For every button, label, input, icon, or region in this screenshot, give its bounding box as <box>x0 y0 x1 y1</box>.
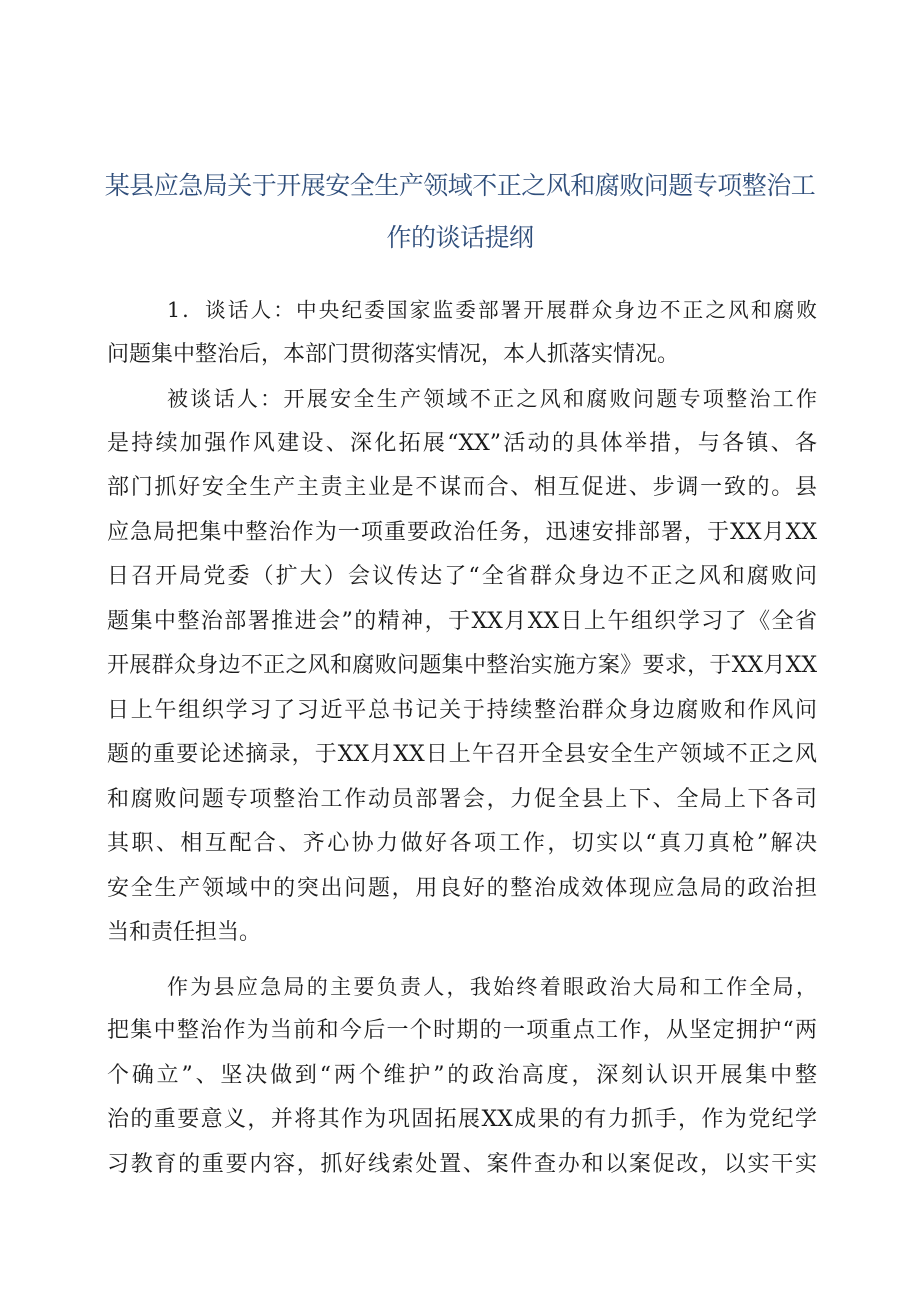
paragraph-line: 其职、相互配合、齐心协力做好各项工作，切实以“真刀真枪”解决 <box>107 831 817 856</box>
paragraph-line: 安全生产领域中的突出问题，用良好的整治成效体现应急局的政治担 <box>107 875 817 901</box>
paragraph-line: 题的重要论述摘录，于XX月XX日上午召开全县安全生产领域不正之风 <box>107 742 817 767</box>
paragraph-line: 日召开局党委（扩大）会议传达了“全省群众身边不正之风和腐败问 <box>107 564 817 589</box>
paragraph-line: 和腐败问题专项整治工作动员部署会，力促全县上下、全局上下各司 <box>107 786 817 812</box>
paragraph-leader <box>107 965 817 1188</box>
document-title <box>100 160 820 264</box>
paragraph-line: 习教育的重要内容，抓好线索处置、案件查办和以案促改，以实干实 <box>107 1151 817 1177</box>
paragraph-line: 被谈话人：开展安全生产领域不正之风和腐败问题专项整治工作 <box>167 386 817 411</box>
paragraph-line: 应急局把集中整治作为一项重要政治任务，迅速安排部署，于XX月XX <box>107 519 817 545</box>
title-line: 作的谈话提纲 <box>386 223 534 252</box>
paragraph-line: 把集中整治作为当前和今后一个时期的一项重点工作，从坚定拥护“两 <box>107 1018 817 1043</box>
paragraph-line: 作为县应急局的主要负责人，我始终着眼政治大局和工作全局， <box>167 973 817 999</box>
paragraph-spacer <box>107 956 817 965</box>
paragraph-line: 部门抓好安全生产主责主业是不谋而合、相互促进、步调一致的。县 <box>107 475 817 500</box>
document-body <box>107 288 817 1187</box>
paragraph-line: 1．谈话人：中央纪委国家监委部署开展群众身边不正之风和腐败 <box>167 298 817 322</box>
paragraph-talker <box>107 288 817 377</box>
title-line: 某县应急局关于开展安全生产领域不正之风和腐败问题专项整治工 <box>104 171 816 200</box>
paragraph-line: 是持续加强作风建设、深化拓展“XX”活动的具体举措，与各镇、各 <box>107 430 817 456</box>
paragraph-line: 日上午组织学习了习近平总书记关于持续整治群众身边腐败和作风问 <box>107 697 817 723</box>
paragraph-line: 治的重要意义，并将其作为巩固拓展XX成果的有力抓手，作为党纪学 <box>107 1107 817 1132</box>
paragraph-line: 开展群众身边不正之风和腐败问题集中整治实施方案》要求，于XX月XX <box>107 653 817 678</box>
paragraph-line: 当和责任担当。 <box>107 920 262 945</box>
paragraph-line: 问题集中整治后，本部门贯彻落实情况，本人抓落实情况。 <box>107 341 680 367</box>
paragraph-line: 个确立”、坚决做到“两个维护”的政治高度，深刻认识开展集中整 <box>107 1062 817 1088</box>
paragraph-line: 题集中整治部署推进会”的精神，于XX月XX日上午组织学习了《全省 <box>107 608 817 634</box>
paragraph-respondent <box>107 377 817 956</box>
